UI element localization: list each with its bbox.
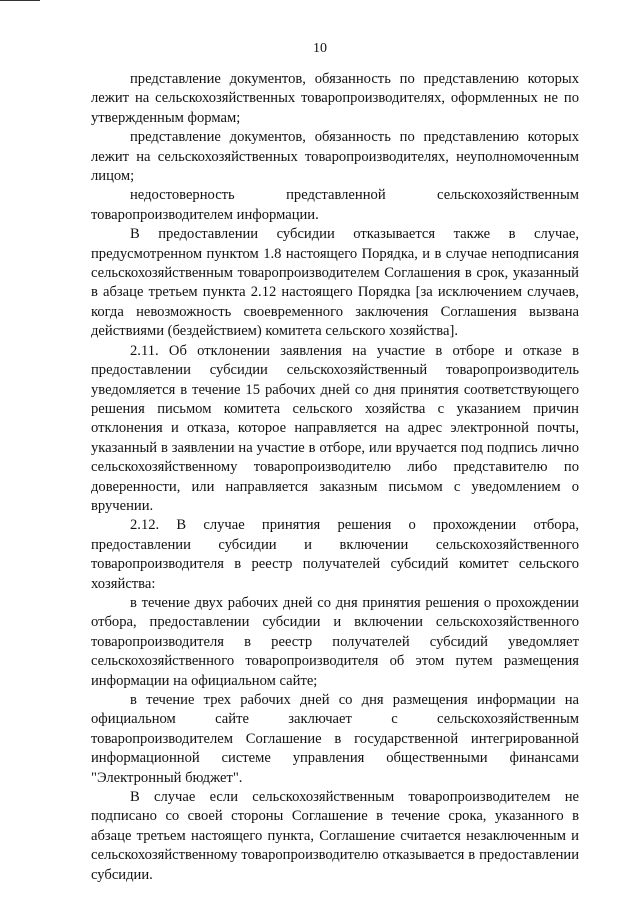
paragraph-clause-2-12: 2.12. В случае принятия решения о прохождении отбора, предоставлении субсидии и включении сельскохозяйственного товаропроизводителя в реестр получателей субсидий комитет сельского хозяйства: xyxy=(91,517,579,592)
scan-edge-mark xyxy=(0,0,40,1)
paragraph-notification-term: в течение двух рабочих дней со дня принятия решения о прохождении отбора, предоставлении субсидии и включении сельскохозяйственного товаропроизводителя в реестр получателей субсидий уведомляет сельскохозяйственного товаропроизводителя об этом путем размещения информации на официальном сайте; xyxy=(91,594,579,689)
paragraph-list-item: недостоверность представленной сельскохозяйственным товаропроизводителем информации. xyxy=(91,187,579,223)
paragraph-list-item: представление документов, обязанность по представлению которых лежит на сельскохозяйственных товаропроизводителях, оформленных не по утвержденным формам; xyxy=(91,71,579,126)
paragraph-list-item: представление документов, обязанность по представлению которых лежит на сельскохозяйственных товаропроизводителях, неуполномоченным лицом; xyxy=(91,129,579,185)
paragraph-unsigned-agreement: В случае если сельскохозяйственным товаропроизводителем не подписано со своей стороны Соглашение в течение срока, указанного в абзаце третьем настоящего пункта, Соглашение считается незаключенным и сельскохозяйственному товаропроизводителю отказывается в предоставлении субсидии. xyxy=(91,789,579,883)
paragraph-agreement-term: в течение трех рабочих дней со дня размещения информации на официальном сайте заключает с сельскохозяйственным товаропроизводителем Соглашение в государственной интегрированной информационной системе управления общественными финансами "Электронный бюджет". xyxy=(91,692,579,786)
document-body xyxy=(91,70,579,885)
paragraph-refusal-case: В предоставлении субсидии отказывается также в случае, предусмотренном пунктом 1.8 настоящего Порядка, и в случае неподписания сельскохозяйственным товаропроизводителем Соглашения в срок, указанный в абзаце третьем пункта 2.12 настоящего Порядка [за исключением случаев, когда невозможность своевременного заключения Соглашения вызвана действиями (бездействием) комитета сельского хозяйства]. xyxy=(91,226,579,340)
paragraph-clause-2-11: 2.11. Об отклонении заявления на участие в отборе и отказе в предоставлении субсидии сельскохозяйственный товаропроизводитель уведомляется в течение 15 рабочих дней со дня принятия соответствующего решения письмом комитета сельского хозяйства с указанием причин отклонения и отказа, которое направляется на адрес электронной почты, указанный в заявлении на участие в отборе, или вручается под подпись лично сельскохозяйственному товаропроизводителю либо представителю по доверенности, или направляется заказным письмом с уведомлением о вручении. xyxy=(91,342,579,514)
page-number: 10 xyxy=(313,41,327,56)
